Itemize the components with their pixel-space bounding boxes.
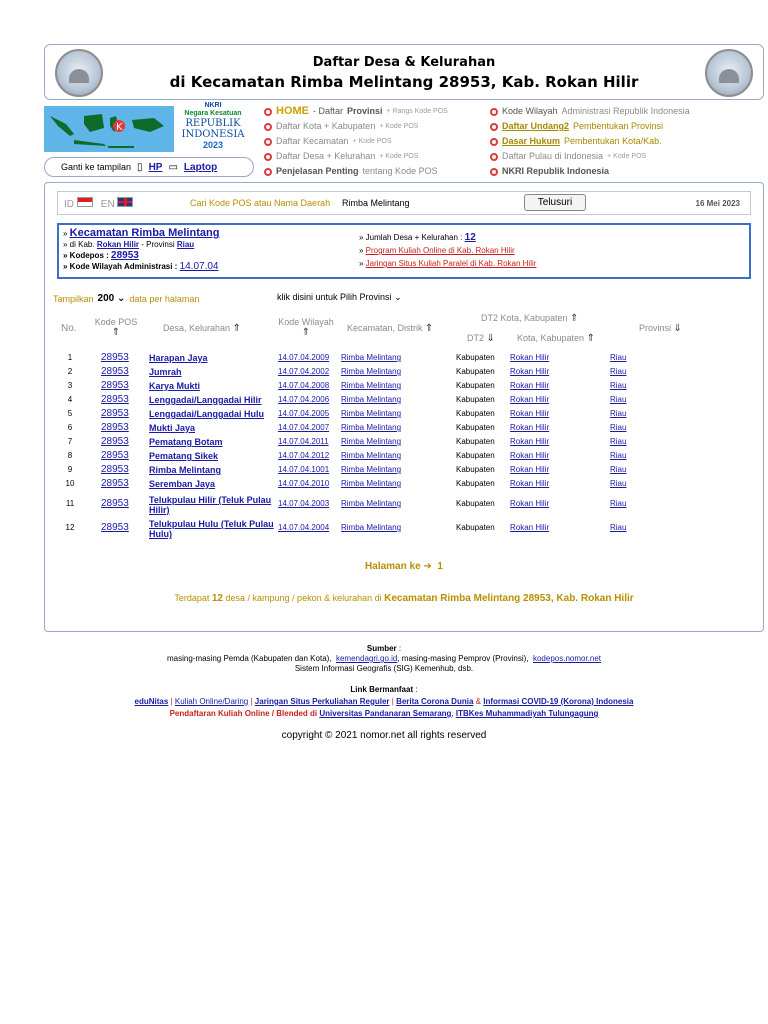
bullet-icon — [264, 108, 272, 116]
nav-right — [490, 104, 690, 179]
kode-wilayah-link[interactable]: 14.07.04.2003 — [278, 499, 330, 508]
kode-wilayah-link[interactable]: 14.07.04.2004 — [278, 523, 330, 532]
info-left: » Kecamatan Rimba Melintang » di Kab. Rokan Hilir - Provinsi Riau » Kodepos : 28953 » Kode Wilayah Administrasi : 14.07.04 — [63, 227, 220, 272]
kecamatan-link[interactable]: Rimba Melintang — [341, 395, 402, 404]
phone-icon: ▯ — [137, 161, 143, 173]
col-kecamatan[interactable]: Kecamatan, Distrik ⇑ — [347, 323, 434, 334]
kota-link[interactable]: Rokan Hilir — [510, 479, 550, 488]
kodepos-link[interactable]: 28953 — [101, 408, 129, 419]
kecamatan-link[interactable]: Rimba Melintang — [341, 353, 402, 362]
info-right: » Jumlah Desa + Kelurahan : 12 » Program Kuliah Online di Kab. Rokan Hilir » Jaringan Situs Kuliah Paralel di Kab. Rokan Hilir — [359, 232, 537, 268]
search-button[interactable]: Telusuri — [524, 194, 586, 211]
desa-link[interactable]: Mukti Jaya — [149, 423, 196, 433]
kota-link[interactable]: Rokan Hilir — [510, 451, 550, 460]
row-number: 3 — [67, 381, 73, 390]
language-switcher — [64, 197, 133, 210]
search-input[interactable] — [342, 195, 502, 211]
per-page-select[interactable]: 200 ⌄ — [97, 293, 126, 304]
kuliah-online-link[interactable]: Kuliah Online/Daring — [174, 697, 249, 706]
kode-wilayah-link[interactable]: 14.07.04.2011 — [278, 437, 329, 446]
unpand-link[interactable]: Universitas Pandanaran Semarang — [319, 709, 452, 718]
kecamatan-link[interactable]: Rimba Melintang — [341, 479, 402, 488]
nav-nkri[interactable]: NKRI Republik Indonesia — [490, 164, 690, 179]
arrow-right-icon: ➜ — [423, 561, 432, 572]
info-panel — [57, 223, 751, 279]
indonesia-flag-icon — [77, 197, 93, 207]
current-date: 16 Mei 2023 — [695, 199, 740, 208]
lang-en[interactable]: EN — [101, 197, 134, 210]
nav-dasar-hukum[interactable]: Dasar Hukum Pembentukan Kota/Kab. — [490, 134, 690, 149]
desa-link[interactable]: Telukpulau Hilir (Teluk Pulau Hilir) — [149, 495, 272, 515]
view-switcher — [44, 157, 254, 177]
row-number: 8 — [67, 451, 73, 460]
row-number: 6 — [67, 423, 73, 432]
row-number: 1 — [67, 353, 73, 362]
republik-label: REPUBLIK — [185, 118, 241, 129]
desa-link[interactable]: Pematang Botam — [149, 437, 223, 447]
kota-link[interactable]: Rokan Hilir — [510, 409, 550, 418]
kecamatan-link[interactable]: Rimba Melintang — [341, 499, 402, 508]
dt2-cell: Kabupaten — [456, 465, 495, 474]
itbkes-link[interactable]: ITBKes Muhammadiyah Tulungagung — [455, 709, 599, 718]
dt2-cell: Kabupaten — [456, 479, 495, 488]
sources-section: Sumber : masing-masing Pemda (Kabupaten dan Kota), kemendagri.go.id, masing-masing Pemprov (Provinsi), kodepos.nomor.net Sistem Informasi Geografis (SIG) Kemenhub, dsb. — [166, 644, 602, 673]
kode-wilayah-link[interactable]: 14.07.04.1001 — [278, 465, 330, 474]
nkri-logo[interactable] — [44, 102, 254, 156]
kodepos-link[interactable]: 28953 — [101, 498, 129, 509]
kota-link[interactable]: Rokan Hilir — [510, 523, 550, 532]
nav-daftar-kota[interactable]: Daftar Kota + Kabupaten + Kode POS — [264, 119, 448, 134]
kota-link[interactable]: Rokan Hilir — [510, 465, 550, 474]
row-number: 2 — [67, 367, 73, 376]
dt2-cell: Kabupaten — [456, 523, 495, 532]
kota-link[interactable]: Rokan Hilir — [510, 437, 550, 446]
nav-left — [264, 104, 448, 179]
kode-wilayah-link[interactable]: 14.07.04.2005 — [278, 409, 330, 418]
bullet-icon — [490, 138, 498, 146]
kodepos-link[interactable]: 28953 — [101, 450, 129, 461]
bullet-icon — [490, 123, 498, 131]
switch-label: Ganti ke tampilan — [61, 162, 132, 172]
jaringan-situs-reguler-link[interactable]: Jaringan Situs Perkuliahan Reguler — [254, 697, 390, 706]
kode-wilayah-link[interactable]: 14.07.04.2010 — [278, 479, 330, 488]
nkri-text — [172, 102, 254, 151]
bullet-icon — [264, 168, 272, 176]
provinsi-link[interactable]: Riau — [610, 381, 627, 390]
nav-daftar-pulau[interactable]: Daftar Pulau di Indonesia + Kode POS — [490, 149, 690, 164]
sort-down-icon: ⇓ — [673, 323, 682, 334]
page-1-link[interactable]: 1 — [437, 561, 443, 572]
nav-penjelasan[interactable]: Penjelasan Penting tentang Kode POS — [264, 164, 448, 179]
row-number: 9 — [67, 465, 73, 474]
indonesia-label: INDONESIA — [181, 129, 245, 140]
monument-emblem-icon — [705, 49, 753, 97]
per-page-control: Tampilkan 200 ⌄ data per halaman — [53, 293, 200, 304]
kodepos-link[interactable]: 28953 — [101, 366, 129, 377]
nav-undang2[interactable]: Daftar Undang2 Pembentukan Provinsi — [490, 119, 690, 134]
nav-home[interactable]: HOME - Daftar Provinsi + Rangs Kode POS — [264, 104, 448, 119]
kota-link[interactable]: Rokan Hilir — [510, 395, 550, 404]
desa-link[interactable]: Lenggadai/Langgadai Hilir — [149, 395, 262, 405]
covid-info-link[interactable]: Informasi COVID-19 (Korona) Indonesia — [483, 697, 634, 706]
row-number: 11 — [65, 499, 75, 508]
kecamatan-link[interactable]: Rimba Melintang — [341, 409, 402, 418]
sort-up-icon: ⇑ — [111, 327, 121, 338]
col-dt2-kota[interactable]: DT2 Kota, Kabupaten ⇑ — [481, 313, 579, 324]
kota-link[interactable]: Rokan Hilir — [510, 353, 550, 362]
bullet-icon — [264, 138, 272, 146]
chevron-down-icon: ⌄ — [394, 292, 402, 302]
table-header — [45, 311, 765, 351]
kecamatan-link[interactable]: Rimba Melintang — [341, 437, 402, 446]
edunitas-link[interactable]: eduNitas — [134, 697, 169, 706]
row-number: 10 — [65, 479, 75, 488]
kodepos-link[interactable]: 28953 — [101, 436, 129, 447]
dt2-cell: Kabupaten — [456, 381, 495, 390]
provinsi-link[interactable]: Riau — [610, 479, 627, 488]
sort-up-icon: ⇑ — [425, 323, 434, 334]
kab-link[interactable]: Rokan Hilir — [96, 240, 140, 249]
col-dt2[interactable]: DT2 ⇓ — [467, 333, 495, 344]
kode-wilayah-link[interactable]: 14.07.04.2002 — [278, 367, 330, 376]
kodepos-link[interactable]: 28953 — [101, 422, 129, 433]
kota-link[interactable]: Rokan Hilir — [510, 423, 550, 432]
col-desa[interactable]: Desa, Kelurahan ⇑ — [163, 323, 241, 334]
dt2-cell: Kabupaten — [456, 451, 495, 460]
dt2-cell: Kabupaten — [456, 499, 495, 508]
nav-daftar-desa[interactable]: Daftar Desa + Kelurahan + Kode POS — [264, 149, 448, 164]
provinsi-link[interactable]: Riau — [610, 465, 627, 474]
provinsi-link[interactable]: Riau — [610, 409, 627, 418]
kota-link[interactable]: Rokan Hilir — [510, 499, 550, 508]
sort-up-icon: ⇑ — [586, 333, 595, 344]
kode-wilayah-link[interactable]: 14.07.04 — [179, 261, 219, 272]
page-title: Daftar Desa & Kelurahan — [312, 55, 496, 70]
sort-up-icon: ⇑ — [301, 327, 311, 338]
provinsi-link[interactable]: Riau — [610, 451, 627, 460]
provinsi-link[interactable]: Riau — [610, 395, 627, 404]
switch-hp-link[interactable]: HP — [148, 161, 163, 173]
uk-flag-icon — [117, 197, 133, 207]
kodepos-link[interactable]: 28953 — [101, 478, 129, 489]
provinsi-link[interactable]: Riau — [610, 353, 627, 362]
berita-corona-link[interactable]: Berita Corona Dunia — [396, 697, 474, 706]
row-number: 7 — [67, 437, 73, 446]
kode-wilayah-link[interactable]: 14.07.04.2008 — [278, 381, 330, 390]
dt2-cell: Kabupaten — [456, 353, 495, 362]
col-no: No. — [61, 323, 77, 334]
bullet-icon — [490, 153, 498, 161]
header-banner — [44, 44, 764, 100]
row-number: 4 — [67, 395, 73, 404]
kodepos-link[interactable]: 28953 — [101, 394, 129, 405]
dt2-cell: Kabupaten — [456, 395, 495, 404]
desa-link[interactable]: Harapan Jaya — [149, 353, 208, 363]
kodepos-link[interactable]: 28953 — [101, 522, 129, 533]
svg-text:K: K — [116, 122, 123, 133]
dt2-cell: Kabupaten — [456, 409, 495, 418]
kecamatan-link[interactable]: Rimba Melintang — [341, 423, 402, 432]
kecamatan-link[interactable]: Rimba Melintang — [341, 465, 402, 474]
switch-laptop-link[interactable]: Laptop — [183, 161, 218, 173]
copyright: copyright © 2021 nomor.net all rights reserved — [281, 730, 487, 741]
kecamatan-link[interactable]: Rimba Melintang — [341, 451, 402, 460]
indonesia-map-icon — [44, 106, 174, 152]
page-subtitle: di Kecamatan Rimba Melintang 28953, Kab. Rokan Hilir — [169, 73, 639, 91]
kode-wilayah-link[interactable]: 14.07.04.2012 — [278, 451, 330, 460]
program-kuliah-link[interactable]: Program Kuliah Online di Kab. Rokan Hilir — [365, 246, 515, 255]
kecamatan-link[interactable]: Kecamatan Rimba Melintang — [69, 227, 220, 239]
provinsi-link[interactable]: Riau — [610, 523, 627, 532]
kemendagri-link[interactable]: kemendagri.go.id — [335, 654, 398, 663]
laptop-icon: ▭ — [168, 161, 178, 173]
col-kota[interactable]: Kota, Kabupaten ⇑ — [517, 333, 595, 344]
nkri-label: NKRI — [204, 102, 222, 109]
sort-up-icon: ⇑ — [570, 313, 579, 324]
dt2-cell: Kabupaten — [456, 423, 495, 432]
year-label: 2023 — [202, 140, 224, 150]
sort-up-icon: ⇑ — [232, 323, 241, 334]
main-content — [44, 182, 764, 632]
kodepos-link[interactable]: 28953 — [101, 352, 129, 363]
provinsi-link[interactable]: Riau — [610, 437, 627, 446]
desa-link[interactable]: Rimba Melintang — [149, 465, 222, 475]
search-label: Cari Kode POS atau Nama Daerah — [190, 198, 331, 208]
search-bar — [57, 191, 751, 215]
pagination: Halaman ke ➜ 1 — [365, 561, 443, 572]
kota-link[interactable]: Rokan Hilir — [510, 381, 550, 390]
desa-link[interactable]: Seremban Jaya — [149, 479, 216, 489]
kodepos-nomor-link[interactable]: kodepos.nomor.net — [532, 654, 602, 663]
nav-daftar-kecamatan[interactable]: Daftar Kecamatan + Kode POS — [264, 134, 448, 149]
bullet-icon — [264, 123, 272, 131]
kode-wilayah-link[interactable]: 14.07.04.2007 — [278, 423, 330, 432]
bullet-icon — [264, 153, 272, 161]
desa-link[interactable]: Pematang Sikek — [149, 451, 219, 461]
summary-text: Terdapat 12 desa / kampung / pekon & kelurahan di Kecamatan Rimba Melintang 28953, Kab. Rokan Hilir — [174, 593, 634, 604]
kecamatan-link[interactable]: Rimba Melintang — [341, 523, 402, 532]
kecamatan-link[interactable]: Rimba Melintang — [341, 367, 402, 376]
lang-id[interactable]: ID — [64, 197, 93, 210]
col-kode-wilayah[interactable]: Kode Wilayah ⇑ — [273, 317, 339, 338]
provinsi-link[interactable]: Riau — [610, 367, 627, 376]
desa-link[interactable]: Telukpulau Hulu (Teluk Pulau Hulu) — [149, 519, 274, 539]
dt2-cell: Kabupaten — [456, 367, 495, 376]
desa-link[interactable]: Karya Mukti — [149, 381, 201, 391]
chevron-down-icon: ⌄ — [117, 293, 126, 304]
provinsi-link[interactable]: Riau — [610, 499, 627, 508]
row-number: 5 — [67, 409, 73, 418]
kodepos-link[interactable]: 28953 — [101, 380, 129, 391]
useful-links: Link Bermanfaat : eduNitas | Kuliah Online/Daring | Jaringan Situs Perkuliahan Reguler | Berita Corona Dunia & Informasi COVID-19 (Korona) Indonesia Pendaftaran Kuliah Online / Blended di Universitas Pandanaran Semarang, ITBKes Muhammadiyah Tulungagung — [134, 685, 634, 718]
col-provinsi[interactable]: Provinsi ⇓ — [639, 323, 682, 334]
sort-down-icon: ⇓ — [486, 333, 495, 344]
kecamatan-link[interactable]: Rimba Melintang — [341, 381, 402, 390]
jaringan-situs-link[interactable]: Jaringan Situs Kuliah Paralel di Kab. Rokan Hilir — [365, 259, 537, 268]
bullet-icon — [490, 168, 498, 176]
provinsi-link[interactable]: Riau — [610, 423, 627, 432]
kodepos-link[interactable]: 28953 — [111, 250, 139, 261]
jumlah-link[interactable]: 12 — [464, 232, 476, 243]
row-number: 12 — [65, 523, 75, 532]
desa-link[interactable]: Lenggadai/Langgadai Hulu — [149, 409, 265, 419]
kode-wilayah-link[interactable]: 14.07.04.2006 — [278, 395, 330, 404]
kota-link[interactable]: Rokan Hilir — [510, 367, 550, 376]
desa-link[interactable]: Jumrah — [149, 367, 182, 377]
prov-link[interactable]: Riau — [176, 240, 195, 249]
kode-wilayah-link[interactable]: 14.07.04.2009 — [278, 353, 330, 362]
col-kodepos[interactable]: Kode POS ⇑ — [94, 317, 138, 338]
dt2-cell: Kabupaten — [456, 437, 495, 446]
negara-label: Negara Kesatuan — [184, 110, 242, 117]
bullet-icon — [490, 108, 498, 116]
nav-kode-wilayah[interactable]: Kode Wilayah Administrasi Republik Indonesia — [490, 104, 690, 119]
province-select[interactable]: klik disini untuk Pilih Provinsi ⌄ — [277, 292, 402, 302]
kodepos-link[interactable]: 28953 — [101, 464, 129, 475]
